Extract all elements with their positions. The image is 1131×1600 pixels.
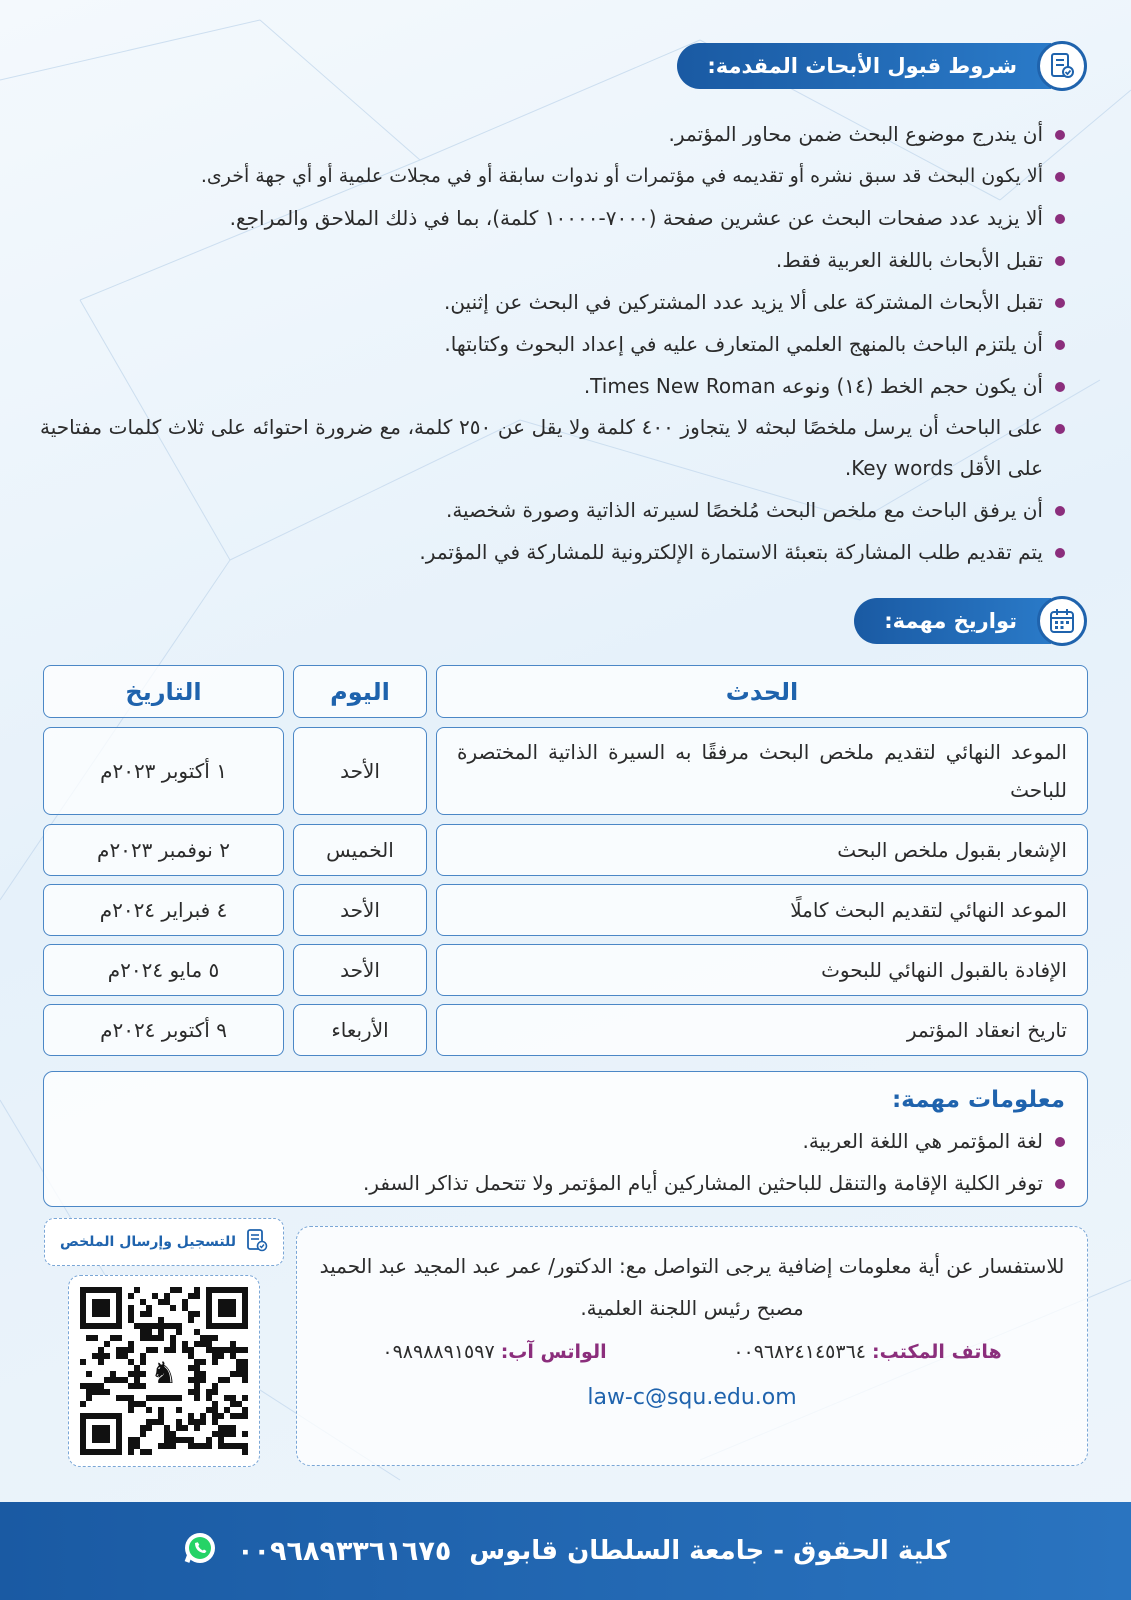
register-label: للتسجيل وإرسال الملخص	[59, 1234, 237, 1250]
qr-code[interactable]	[68, 1275, 260, 1467]
conditions-title: شروط قبول الأبحاث المقدمة:	[677, 43, 1051, 89]
date-cell: ٤ فبراير ٢٠٢٤م	[43, 884, 284, 936]
email-link[interactable]: law-c@squ.edu.om	[587, 1385, 797, 1410]
event-cell: تاريخ انعقاد المؤتمر	[436, 1004, 1088, 1056]
list-item: أن يرفق الباحث مع ملخص البحث مُلخصًا لسيرته الذاتية وصورة شخصية.	[40, 489, 1065, 531]
whatsapp-label: الواتس آب:	[500, 1341, 607, 1363]
form-icon	[244, 1228, 268, 1256]
list-item: تقبل الأبحاث المشتركة على ألا يزيد عدد المشتركين في البحث عن إثنين.	[40, 281, 1065, 323]
list-item: ألا يكون البحث قد سبق نشره أو تقديمه في مؤتمرات أو ندوات سابقة أو في مجلات علمية أو أي جهة أخرى.	[40, 155, 1065, 197]
footer-org: كلية الحقوق - جامعة السلطان قابوس	[469, 1536, 950, 1566]
svg-text:♞: ♞	[150, 1356, 178, 1391]
list-item: تقبل الأبحاث باللغة العربية فقط.	[40, 239, 1065, 281]
phone-numbers	[319, 1341, 1065, 1363]
date-cell: ٩ أكتوبر ٢٠٢٤م	[43, 1004, 284, 1056]
document-check-icon	[1037, 41, 1087, 91]
table-row	[43, 884, 1088, 936]
whatsapp-icon	[181, 1529, 219, 1574]
event-cell: الإفادة بالقبول النهائي للبحوث	[436, 944, 1088, 996]
list-item: ألا يزيد عدد صفحات البحث عن عشرين صفحة (٧٠٠٠-١٠٠٠٠ كلمة)، بما في ذلك الملاحق والمراجع.	[40, 197, 1065, 239]
register-button[interactable]	[44, 1218, 284, 1266]
qr-code-image	[80, 1287, 248, 1455]
table-row	[43, 824, 1088, 876]
day-cell: الأحد	[293, 727, 427, 815]
header-day: اليوم	[293, 665, 427, 718]
day-cell: الأحد	[293, 944, 427, 996]
date-cell: ٢ نوفمبر ٢٠٢٣م	[43, 824, 284, 876]
event-cell: الموعد النهائي لتقديم البحث كاملًا	[436, 884, 1088, 936]
conditions-header	[677, 42, 1087, 90]
info-title: معلومات مهمة:	[891, 1087, 1065, 1113]
conditions-list	[40, 113, 1065, 573]
list-item: أن يكون حجم الخط (١٤) ونوعه Times New Roman.	[40, 365, 1065, 407]
header-date: التاريخ	[43, 665, 284, 718]
footer-bar	[0, 1502, 1131, 1600]
header-event: الحدث	[436, 665, 1088, 718]
list-item: أن يندرج موضوع البحث ضمن محاور المؤتمر.	[40, 113, 1065, 155]
table-row	[43, 1004, 1088, 1056]
table-row	[43, 944, 1088, 996]
office-phone-number[interactable]: ٠٠٩٦٨٢٤١٤٥٣٦٤	[733, 1341, 866, 1363]
whatsapp-number[interactable]: ٠٩٨٩٨٨٩١٥٩٧	[382, 1341, 495, 1363]
office-phone	[733, 1341, 1001, 1363]
list-item: على الباحث أن يرسل ملخصًا لبحثه لا يتجاوز ٤٠٠ كلمة ولا يقل عن ٢٥٠ كلمة، مع ضرورة احتوائه على ثلاث كلمات مفتاحية على الأقل Key words.	[40, 407, 1065, 489]
day-cell: الأربعاء	[293, 1004, 427, 1056]
whatsapp-phone	[382, 1341, 606, 1363]
event-cell: الإشعار بقبول ملخص البحث	[436, 824, 1088, 876]
table-header-row	[43, 665, 1088, 718]
contact-box	[296, 1226, 1088, 1466]
date-cell: ٥ مايو ٢٠٢٤م	[43, 944, 284, 996]
day-cell: الخميس	[293, 824, 427, 876]
office-phone-label: هاتف المكتب:	[872, 1341, 1002, 1363]
list-item: لغة المؤتمر هي اللغة العربية.	[66, 1120, 1065, 1162]
dates-title: تواريخ مهمة:	[854, 598, 1051, 644]
event-cell: الموعد النهائي لتقديم ملخص البحث مرفقًا به السيرة الذاتية المختصرة للباحث	[436, 727, 1088, 815]
list-item: يتم تقديم طلب المشاركة بتعبئة الاستمارة الإلكترونية للمشاركة في المؤتمر.	[40, 531, 1065, 573]
day-cell: الأحد	[293, 884, 427, 936]
info-list	[66, 1120, 1065, 1204]
contact-text: للاستفسار عن أية معلومات إضافية يرجى التواصل مع: الدكتور/ عمر عبد المجيد عبد الحميد مصبح رئيس اللجنة العلمية.	[319, 1254, 1065, 1320]
important-info-box	[43, 1071, 1088, 1207]
list-item: توفر الكلية الإقامة والتنقل للباحثين المشاركين أيام المؤتمر ولا تتحمل تذاكر السفر.	[66, 1162, 1065, 1204]
list-item: أن يلتزم الباحث بالمنهج العلمي المتعارف عليه في إعداد البحوث وكتابتها.	[40, 323, 1065, 365]
table-row	[43, 727, 1088, 815]
calendar-icon	[1037, 596, 1087, 646]
footer-phone[interactable]: ٠٠٩٦٨٩٣٣٦١٦٧٥	[237, 1535, 452, 1567]
dates-header	[854, 597, 1087, 645]
date-cell: ١ أكتوبر ٢٠٢٣م	[43, 727, 284, 815]
